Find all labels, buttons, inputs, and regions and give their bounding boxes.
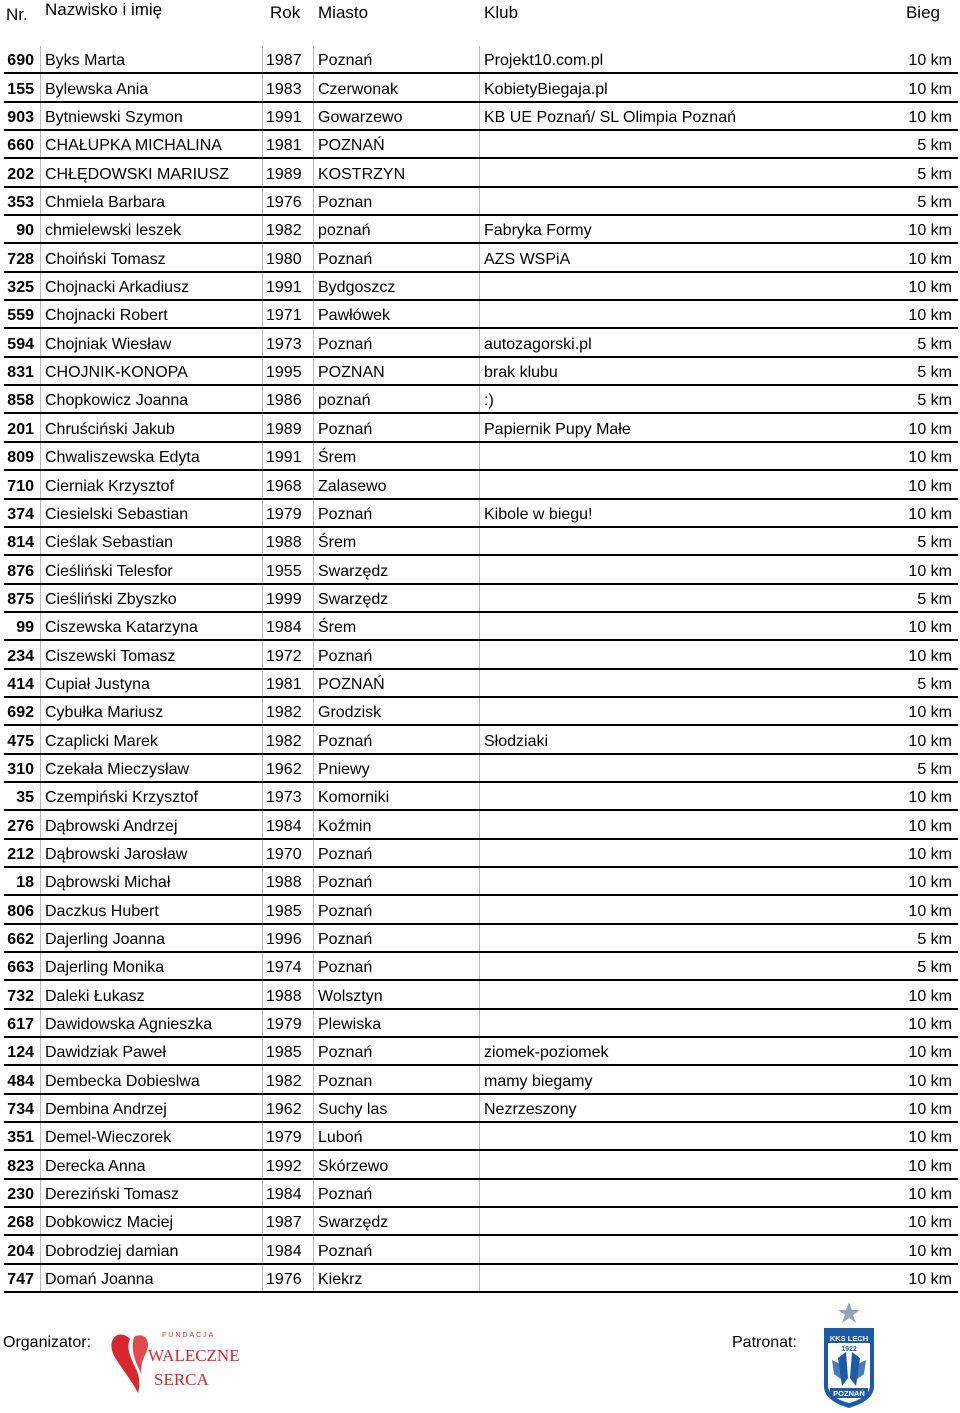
cell-year: 1988 [266,987,302,1005]
cell-run: 10 km [908,1129,952,1147]
table-row [4,443,958,471]
cell-name: Dereziński Tomasz [45,1186,179,1204]
cell-city: KOSTRZYN [318,165,406,183]
footer [0,1300,960,1413]
cell-run: 10 km [908,449,952,467]
table-row [4,74,958,102]
cell-year: 1982 [266,704,302,722]
cell-nr: 414 [7,675,34,693]
cell-run: 10 km [908,902,952,920]
cell-name: Cieśliński Zbyszko [45,590,177,608]
cell-city: Poznań [318,959,373,977]
cell-nr: 875 [7,590,34,608]
cell-year: 1980 [266,250,302,268]
cell-nr: 806 [7,902,34,920]
cell-city: Swarzędz [318,1214,389,1232]
cell-name: Czempiński Krzysztof [45,789,198,807]
cell-year: 1985 [266,1044,302,1062]
cell-year: 1981 [266,137,302,155]
cell-club: autozagorski.pl [484,335,592,353]
cell-year: 1983 [266,80,302,98]
table-row [4,585,958,613]
cell-city: Zalasewo [318,477,387,495]
table-row [4,46,958,74]
cell-city: Pawłówek [318,307,391,325]
cell-club: :) [484,392,494,410]
table-row [4,755,958,783]
cell-city: Poznań [318,52,373,70]
cell-name: CHOJNIK-KONOPA [45,364,188,382]
cell-run: 10 km [908,279,952,297]
cell-name: Chojnacki Robert [45,307,168,325]
table-row [4,953,958,981]
cell-year: 1979 [266,1016,302,1034]
cell-city: Suchy las [318,1101,388,1119]
cell-run: 5 km [917,590,952,608]
table-row [4,159,958,187]
table-row [4,1265,958,1293]
cell-year: 1979 [266,505,302,523]
cell-city: Śrem [318,534,357,552]
cell-nr: 276 [7,817,34,835]
patron-logo-year: 1922 [841,1346,857,1353]
table-row [4,896,958,924]
cell-run: 10 km [908,420,952,438]
cell-city: POZNAŃ [318,675,385,693]
cell-run: 10 km [908,1101,952,1119]
cell-run: 5 km [917,335,952,353]
cell-nr: 351 [7,1129,34,1147]
cell-year: 1984 [266,1186,302,1204]
cell-name: Byks Marta [45,52,126,70]
cell-run: 10 km [908,704,952,722]
table-row [4,1123,958,1151]
cell-city: Kiekrz [318,1271,363,1289]
cell-run: 10 km [908,80,952,98]
cell-city: Poznan [318,194,373,212]
cell-name: Dobrodziej damian [45,1242,179,1260]
cell-name: Chopkowicz Joanna [45,392,189,410]
cell-name: Dąbrowski Jarosław [45,845,188,863]
cell-year: 1973 [266,789,302,807]
cell-name: Cieślak Sebastian [45,534,174,552]
cell-club: KB UE Poznań/ SL Olimpia Poznań [484,109,736,127]
table-row [4,1236,958,1264]
table-row [4,698,958,726]
organizer-logo-line3: SERCA [154,1370,209,1389]
cell-year: 1995 [266,364,302,382]
table-row [4,783,958,811]
cell-run: 10 km [908,1072,952,1090]
table-row [4,329,958,357]
cell-name: Demel-Wieczorek [45,1129,172,1147]
table-row [4,1010,958,1038]
cell-year: 1984 [266,817,302,835]
cell-name: Derecka Anna [45,1157,146,1175]
cell-city: Swarzędz [318,590,389,608]
cell-name: Czekała Mieczysław [45,760,190,778]
patron-logo-bottom: POZNAŃ [833,1389,865,1398]
cell-name: Daczkus Hubert [45,902,159,920]
cell-run: 10 km [908,619,952,637]
cell-run: 10 km [908,1044,952,1062]
cell-run: 10 km [908,562,952,580]
cell-nr: 35 [16,789,34,807]
cell-club: Fabryka Formy [484,222,592,240]
cell-year: 1991 [266,279,302,297]
cell-run: 10 km [908,1186,952,1204]
cell-club: brak klubu [484,364,558,382]
cell-city: Plewiska [318,1016,382,1034]
cell-year: 1976 [266,194,302,212]
cell-run: 10 km [908,817,952,835]
cell-club: KobietyBiegaja.pl [484,80,608,98]
cell-nr: 617 [7,1016,34,1034]
cell-year: 1981 [266,675,302,693]
cell-year: 1987 [266,1214,302,1232]
cell-city: Poznań [318,420,373,438]
cell-name: Chmiela Barbara [45,194,166,212]
cell-nr: 710 [7,477,34,495]
cell-city: poznań [318,392,371,410]
waleczne-serca-logo [110,1327,240,1399]
table-row [4,1151,958,1179]
cell-nr: 809 [7,449,34,467]
cell-name: Dąbrowski Andrzej [45,817,178,835]
cell-nr: 310 [7,760,34,778]
cell-city: Poznań [318,1242,373,1260]
cell-city: Poznań [318,1186,373,1204]
table-row [4,1066,958,1094]
cell-name: Bytniewski Szymon [45,109,183,127]
cell-name: Domań Joanna [45,1271,154,1289]
cell-name: Dajerling Monika [45,959,165,977]
cell-name: Chojniak Wiesław [45,335,172,353]
cell-city: Gowarzewo [318,109,403,127]
cell-city: Śrem [318,619,357,637]
table-header [0,0,960,30]
cell-city: Skórzewo [318,1157,389,1175]
cell-nr: 475 [7,732,34,750]
cell-nr: 230 [7,1186,34,1204]
table-row [4,1208,958,1236]
cell-run: 5 km [917,760,952,778]
cell-nr: 814 [7,534,34,552]
cell-nr: 124 [7,1044,34,1062]
cell-name: Dawidowska Agnieszka [45,1016,213,1034]
cell-name: Czaplicki Marek [45,732,158,750]
cell-year: 1988 [266,534,302,552]
cell-nr: 823 [7,1157,34,1175]
cell-run: 10 km [908,1242,952,1260]
cell-run: 10 km [908,874,952,892]
table-row [4,500,958,528]
cell-run: 10 km [908,647,952,665]
cell-name: Dąbrowski Michał [45,874,171,892]
cell-nr: 876 [7,562,34,580]
organizer-logo-line2: WALECZNE [148,1346,240,1365]
cell-nr: 99 [16,619,34,637]
cell-name: Ciszewski Tomasz [45,647,176,665]
cell-name: Ciesielski Sebastian [45,505,189,523]
cell-name: Bylewska Ania [45,80,149,98]
cell-run: 5 km [917,931,952,948]
cell-city: Poznań [318,845,373,863]
cell-year: 1982 [266,222,302,240]
table-row [4,358,958,386]
cell-name: Dajerling Joanna [45,931,166,948]
table-row [4,641,958,669]
cell-nr: 325 [7,279,34,297]
cell-year: 1970 [266,845,302,863]
cell-nr: 559 [7,307,34,325]
table-row [4,528,958,556]
cell-year: 1996 [266,931,302,948]
cell-city: Poznan [318,1072,373,1090]
table-row [4,301,958,329]
cell-nr: 374 [7,505,34,523]
cell-nr: 234 [7,647,34,665]
cell-nr: 747 [7,1271,34,1289]
cell-year: 1962 [266,1101,302,1119]
cell-year: 1982 [266,1072,302,1090]
table-row [4,414,958,442]
cell-city: poznań [318,222,371,240]
table-row [4,1038,958,1066]
cell-run: 10 km [908,250,952,268]
cell-name: Cybułka Mariusz [45,704,164,722]
cell-name: Chwaliszewska Edyta [45,449,200,467]
cell-run: 10 km [908,789,952,807]
cell-run: 5 km [917,165,952,183]
cell-year: 1985 [266,902,302,920]
cell-nr: 660 [7,137,34,155]
cell-nr: 268 [7,1214,34,1232]
cell-name: Dembecka Dobieslwa [45,1072,200,1090]
cell-nr: 663 [7,959,34,977]
header-run: Bieg [905,3,940,22]
table-row [4,216,958,244]
table-row [4,273,958,301]
table-row [4,471,958,499]
results-table [4,46,958,1293]
cell-run: 5 km [917,675,952,693]
cell-run: 5 km [917,364,952,382]
cell-nr: 831 [7,364,34,382]
cell-city: Czerwonak [318,80,399,98]
cell-year: 1955 [266,562,302,580]
cell-year: 1987 [266,52,302,70]
table-row [4,1095,958,1123]
cell-city: POZNAŃ [318,137,385,155]
cell-name: CHAŁUPKA MICHALINA [45,137,222,155]
cell-city: Poznań [318,505,373,523]
cell-year: 1991 [266,449,302,467]
organizer-label: Organizator: [3,1334,92,1351]
cell-run: 5 km [917,194,952,212]
cell-nr: 484 [7,1072,34,1090]
cell-club: Papiernik Pupy Małe [484,420,631,438]
cell-nr: 858 [7,392,34,410]
header-name: Nazwisko i imię [45,0,163,19]
cell-year: 1962 [266,760,302,778]
cell-year: 1972 [266,647,302,665]
cell-club: Projekt10.com.pl [484,52,604,70]
cell-name: Cieśliński Telesfor [45,562,173,580]
header-nr: Nr. [6,5,28,24]
cell-run: 10 km [908,477,952,495]
cell-run: 10 km [908,732,952,750]
table-row [4,386,958,414]
cell-year: 1973 [266,335,302,353]
organizer-logo-line1: FUNDACJA [162,1332,216,1339]
cell-nr: 212 [7,845,34,863]
cell-run: 10 km [908,1157,952,1175]
cell-name: Daleki Łukasz [45,987,145,1005]
cell-run: 10 km [908,109,952,127]
cell-club: Nezrzeszony [484,1101,577,1119]
cell-nr: 662 [7,931,34,948]
cell-name: chmielewski leszek [45,222,182,240]
cell-club: ziomek-poziomek [484,1044,609,1062]
cell-run: 10 km [908,1271,952,1289]
cell-nr: 903 [7,109,34,127]
cell-nr: 353 [7,194,34,212]
cell-name: Chruściński Jakub [45,420,175,438]
cell-nr: 18 [16,874,34,892]
cell-year: 1971 [266,307,302,325]
cell-city: Poznań [318,647,373,665]
cell-name: Ciszewska Katarzyna [45,619,198,637]
cell-run: 10 km [908,845,952,863]
table-row [4,981,958,1009]
cell-city: Poznań [318,732,373,750]
table-row [4,131,958,159]
cell-run: 10 km [908,52,952,70]
cell-city: Luboń [318,1129,363,1147]
cell-nr: 692 [7,704,34,722]
cell-name: CHŁĘDOWSKI MARIUSZ [45,165,230,183]
cell-year: 1999 [266,590,302,608]
patron-label: Patronat: [732,1334,797,1351]
cell-name: Chojnacki Arkadiusz [45,279,190,297]
patron-logo-top: KKS LECH [829,1334,869,1343]
cell-run: 10 km [908,1214,952,1232]
cell-year: 1986 [266,392,302,410]
cell-nr: 90 [16,222,34,240]
table-row [4,925,958,953]
table-row [4,103,958,131]
cell-name: Dembina Andrzej [45,1101,167,1119]
cell-city: Koźmin [318,817,372,835]
table-row [4,613,958,641]
cell-year: 1982 [266,732,302,750]
cell-year: 1984 [266,1242,302,1260]
table-row [4,840,958,868]
header-city: Miasto [318,3,369,22]
table-row [4,726,958,754]
cell-year: 1979 [266,1129,302,1147]
cell-nr: 155 [7,80,34,98]
cell-city: Poznań [318,1044,373,1062]
table-row [4,556,958,584]
cell-city: Wolsztyn [318,987,383,1005]
cell-name: Dawidziak Paweł [45,1044,166,1062]
cell-year: 1974 [266,959,302,977]
cell-name: Cierniak Krzysztof [45,477,174,495]
cell-nr: 201 [7,420,34,438]
table-row [4,868,958,896]
cell-city: Bydgoszcz [318,279,396,297]
table-row [4,811,958,839]
table-row [4,188,958,216]
cell-nr: 690 [7,52,34,70]
cell-name: Cupiał Justyna [45,675,150,693]
cell-club: Słodziaki [484,732,549,750]
cell-run: 10 km [908,1016,952,1034]
cell-club: Kibole w biegu! [484,505,593,523]
cell-year: 1988 [266,874,302,892]
cell-city: Poznań [318,250,373,268]
cell-nr: 732 [7,987,34,1005]
table-row [4,244,958,272]
cell-city: Śrem [318,449,357,467]
cell-nr: 594 [7,335,34,353]
cell-city: Grodzisk [318,704,382,722]
cell-city: Komorniki [318,789,390,807]
table-row [4,1180,958,1208]
cell-run: 5 km [917,137,952,155]
cell-club: mamy biegamy [484,1072,593,1090]
cell-city: Poznań [318,874,373,892]
cell-city: POZNAN [318,364,385,382]
cell-name: Choiński Tomasz [45,250,166,268]
cell-year: 1976 [266,1271,302,1289]
cell-nr: 734 [7,1101,34,1119]
cell-year: 1989 [266,165,302,183]
header-year: Rok [270,3,301,22]
cell-city: Poznań [318,931,373,948]
cell-name: Dobkowicz Maciej [45,1214,174,1232]
header-club: Klub [484,3,519,22]
cell-run: 10 km [908,307,952,325]
cell-year: 1968 [266,477,302,495]
cell-year: 1989 [266,420,302,438]
cell-city: Swarzędz [318,562,389,580]
cell-year: 1984 [266,619,302,637]
cell-run: 5 km [917,959,952,977]
cell-nr: 204 [7,1242,34,1260]
cell-year: 1992 [266,1157,302,1175]
cell-run: 10 km [908,987,952,1005]
cell-club: AZS WSPiA [484,250,571,268]
cell-city: Poznań [318,902,373,920]
cell-nr: 728 [7,250,34,268]
cell-nr: 202 [7,165,34,183]
cell-run: 5 km [917,534,952,552]
cell-year: 1991 [266,109,302,127]
table-row [4,670,958,698]
cell-city: Poznań [318,335,373,353]
cell-city: Pniewy [318,760,370,778]
cell-run: 5 km [917,392,952,410]
kks-lech-logo [818,1300,880,1410]
cell-run: 10 km [908,505,952,523]
cell-run: 10 km [908,222,952,240]
